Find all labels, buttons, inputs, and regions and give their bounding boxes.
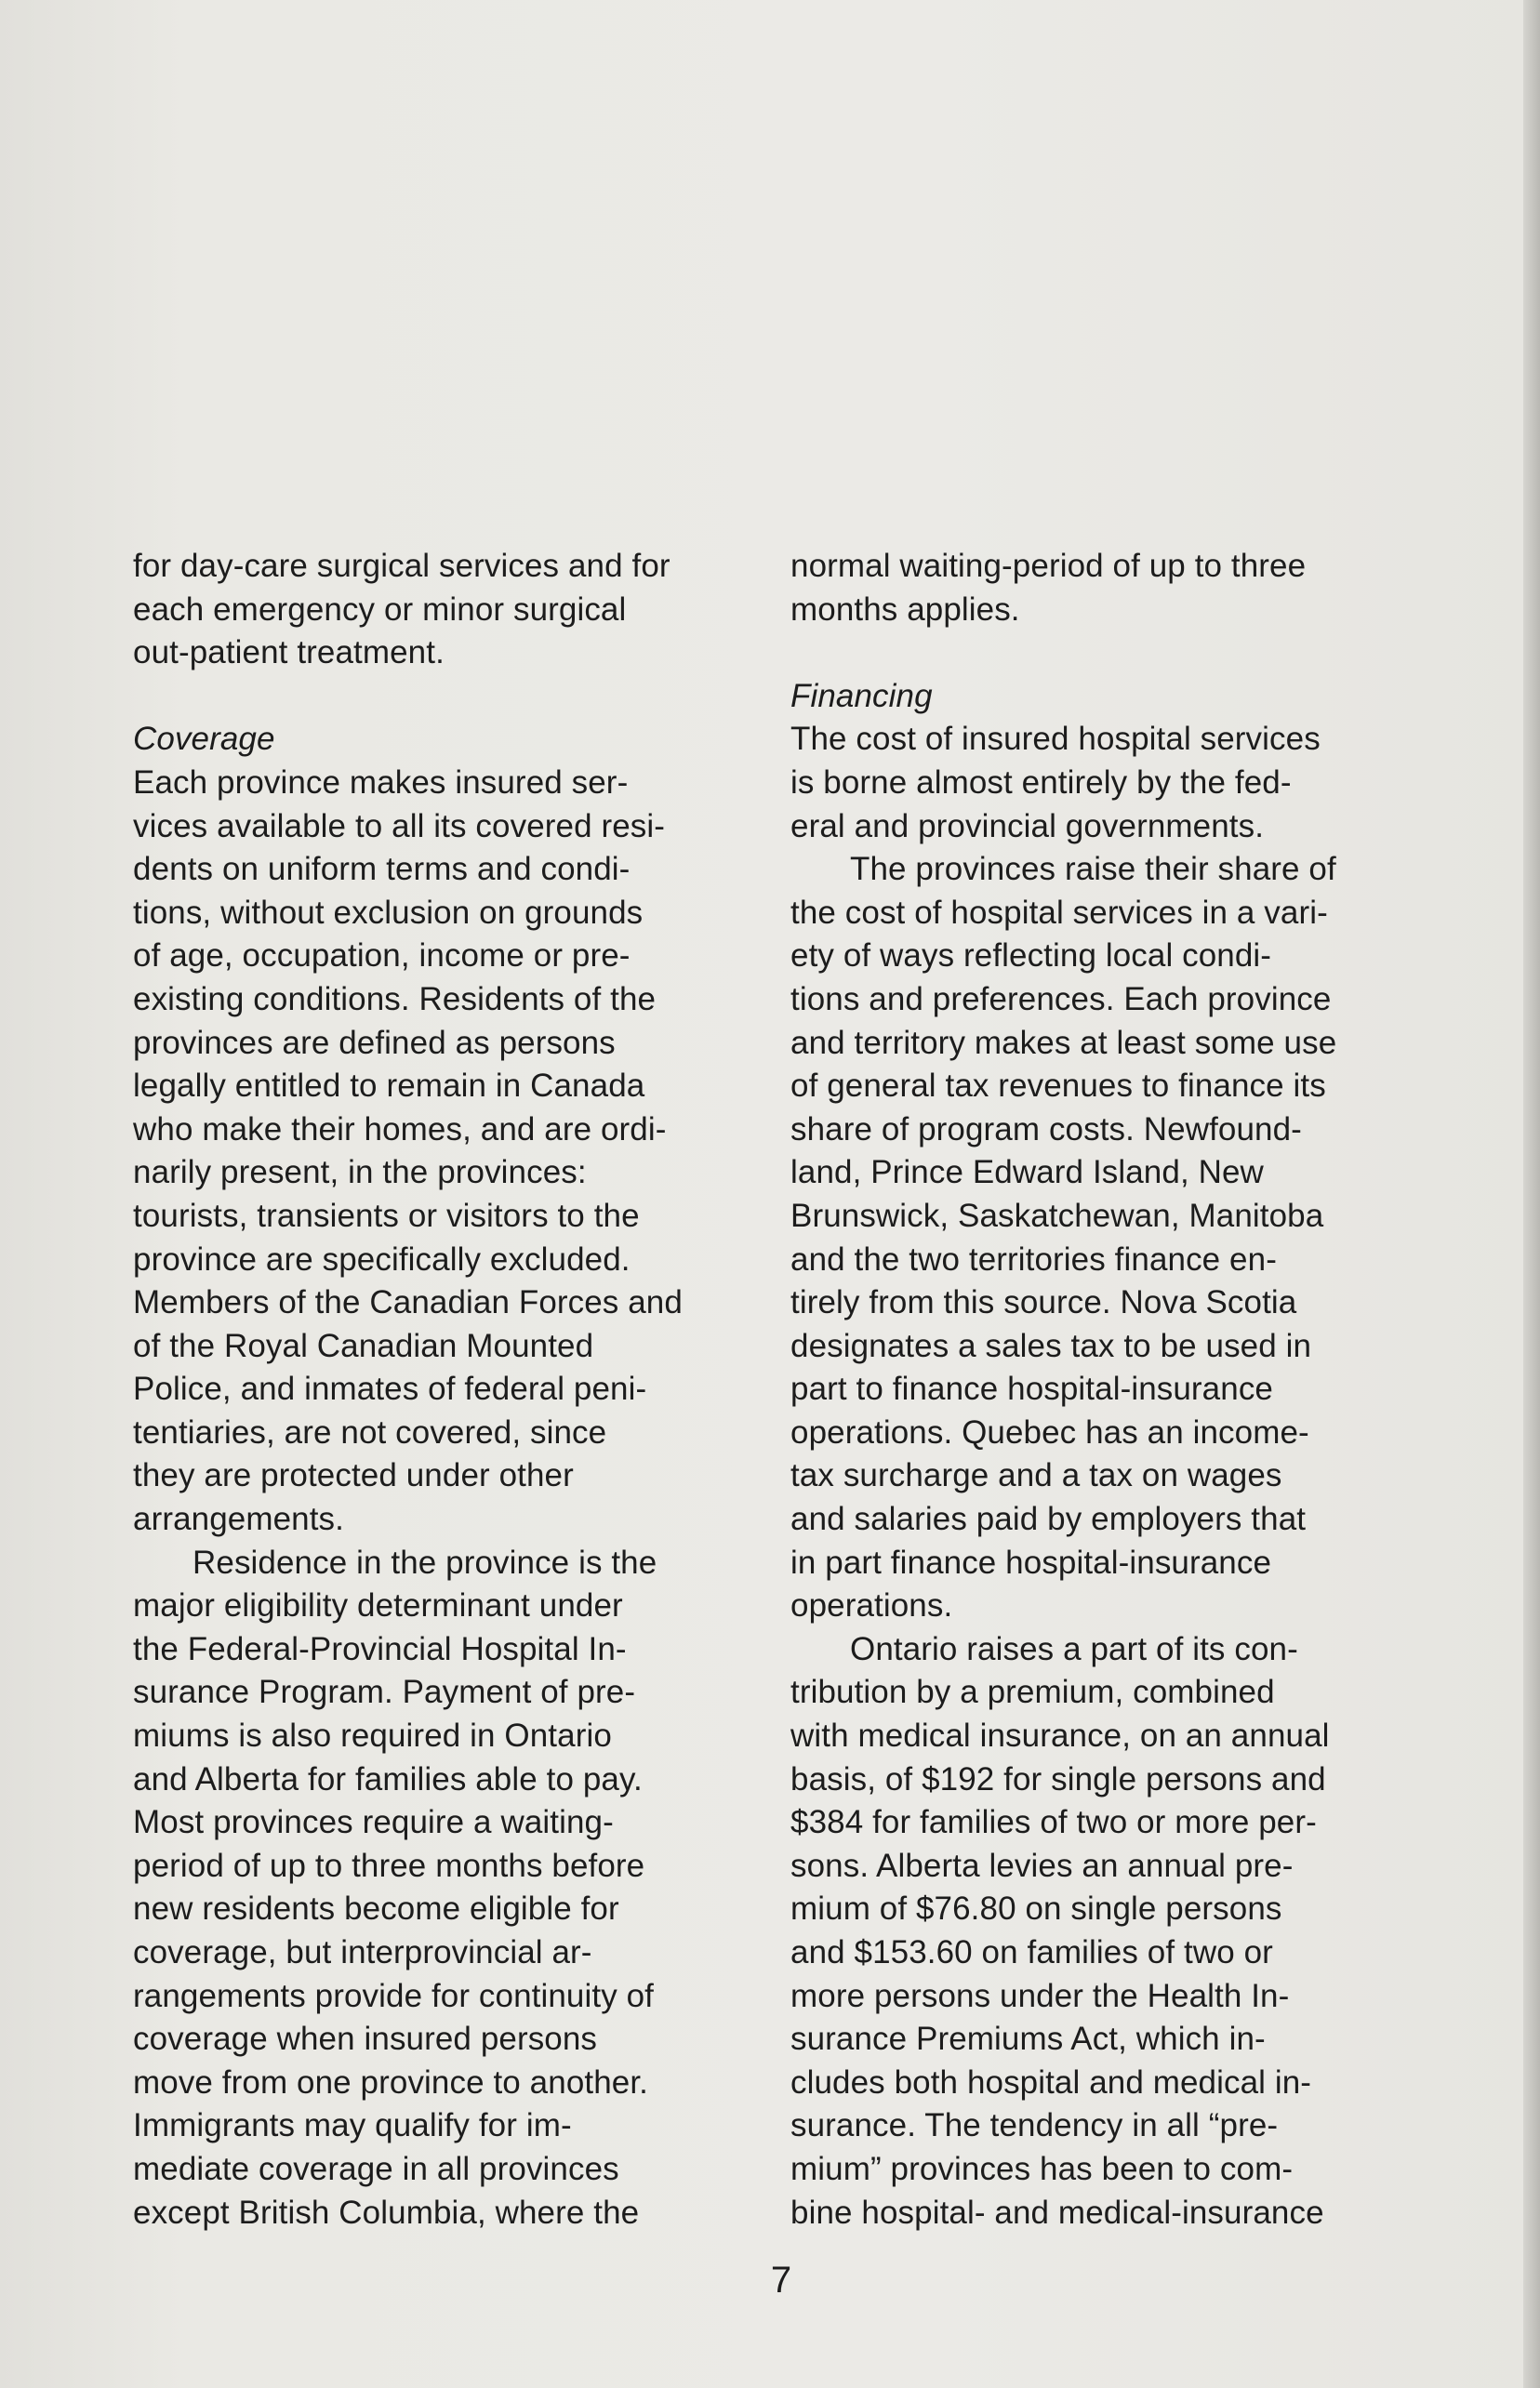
left-column (133, 545, 784, 2235)
text-line: is borne almost entirely by the fed- (790, 763, 1292, 801)
text-line: tax surcharge and a tax on wages (790, 1457, 1282, 1494)
text-line: and the two territories finance en- (790, 1240, 1277, 1278)
text-line: with medical insurance, on an annual (790, 1718, 1330, 1755)
text-line: Most provinces require a waiting- (133, 1804, 614, 1841)
text-line: bine hospital- and medical-insurance (790, 2194, 1324, 2231)
text-line: sons. Alberta levies an annual pre- (790, 1847, 1294, 1884)
text-line: surance Premiums Act, which in- (790, 2021, 1266, 2058)
paragraph-gap (790, 631, 1414, 675)
text-line: tions, without exclusion on grounds (133, 894, 644, 931)
text-line: designates a sales tax to be used in (790, 1327, 1312, 1364)
text-line: existing conditions. Residents of the (133, 980, 657, 1017)
text-line: in part finance hospital-insurance (790, 1544, 1272, 1581)
text-line: land, Prince Edward Island, New (790, 1154, 1264, 1191)
text-line: Police, and inmates of federal peni- (133, 1371, 647, 1408)
text-line: out-patient treatment. (133, 634, 445, 671)
text-line: basis, of $192 for single persons and (790, 1760, 1326, 1798)
coverage-paragraph-2 (133, 1542, 784, 2235)
text-line: provinces are defined as persons (133, 1024, 616, 1061)
text-line: coverage when insured persons (133, 2021, 598, 2058)
text-line: and Alberta for families able to pay. (133, 1760, 643, 1798)
text-line: miums is also required in Ontario (133, 1718, 612, 1755)
text-line: coverage, but interprovincial ar- (133, 1934, 592, 1970)
section-heading-financing: Financing (790, 677, 933, 714)
text-line: tribution by a premium, combined (790, 1674, 1275, 1711)
text-line: ety of ways reflecting local condi- (790, 937, 1272, 975)
text-line: dents on uniform terms and condi- (133, 851, 631, 888)
text-line: surance Program. Payment of pre- (133, 1674, 636, 1711)
text-line: tions and preferences. Each province (790, 980, 1332, 1017)
text-line: tentiaries, are not covered, since (133, 1413, 607, 1451)
text-line: rangements provide for continuity of (133, 1977, 655, 2014)
text-line: $384 for families of two or more per- (790, 1804, 1317, 1841)
text-line: arrangements. (133, 1501, 344, 1538)
text-line: Immigrants may qualify for im- (133, 2107, 572, 2144)
text-line: major eligibility determinant under (133, 1587, 623, 1625)
text-line: Each province makes insured ser- (133, 763, 629, 801)
text-line: mium of $76.80 on single persons (790, 1890, 1282, 1928)
text-line: the cost of hospital services in a vari- (790, 894, 1328, 931)
coverage-paragraph-1 (133, 762, 784, 1542)
text-line: surance. The tendency in all “pre- (790, 2107, 1279, 2144)
text-line: Members of the Canadian Forces and (133, 1284, 683, 1321)
text-line: except British Columbia, where the (133, 2194, 640, 2231)
text-line: part to finance hospital-insurance (790, 1371, 1273, 1408)
text-line: of general tax revenues to finance its (790, 1068, 1326, 1105)
text-line: of age, occupation, income or pre- (133, 937, 631, 975)
text-line: they are protected under other (133, 1457, 574, 1494)
page-edge (1523, 0, 1540, 2388)
text-line: share of program costs. Newfound- (790, 1110, 1302, 1148)
text-line: operations. Quebec has an income- (790, 1413, 1309, 1451)
text-line: the Federal-Provincial Hospital In- (133, 1630, 627, 1667)
text-line: of the Royal Canadian Mounted (133, 1327, 594, 1364)
text-line: for day-care surgical services and for (133, 548, 670, 584)
text-line: Brunswick, Saskatchewan, Manitoba (790, 1197, 1324, 1234)
text-line: Ontario raises a part of its con- (850, 1630, 1298, 1667)
text-line: tirely from this source. Nova Scotia (790, 1284, 1297, 1321)
text-line: new residents become eligible for (133, 1890, 619, 1928)
text-line: months applies. (790, 590, 1020, 628)
text-line: and territory makes at least some use (790, 1024, 1337, 1061)
text-line: The cost of insured hospital services (790, 721, 1321, 758)
financing-paragraph-1 (790, 718, 1414, 848)
text-line: who make their homes, and are ordi- (133, 1110, 667, 1148)
right-column (790, 545, 1414, 2235)
text-line: legally entitled to remain in Canada (133, 1068, 645, 1105)
text-line: narily present, in the provinces: (133, 1154, 587, 1191)
text-line: more persons under the Health In- (790, 1977, 1290, 2014)
text-line: operations. (790, 1587, 953, 1625)
financing-paragraph-2 (790, 848, 1414, 1628)
text-line: each emergency or minor surgical (133, 590, 627, 628)
page-number: 7 (770, 2260, 792, 2301)
text-line: Residence in the province is the (192, 1544, 657, 1581)
text-line: move from one province to another. (133, 2063, 648, 2101)
section-heading-coverage: Coverage (133, 721, 275, 758)
text-line: and $153.60 on families of two or (790, 1934, 1273, 1970)
text-line: The provinces raise their share of (850, 851, 1336, 888)
text-line: mediate coverage in all provinces (133, 2150, 619, 2187)
text-line: and salaries paid by employers that (790, 1501, 1307, 1538)
text-line: mium” provinces has been to com- (790, 2150, 1294, 2187)
paragraph-gap (133, 675, 784, 719)
financing-paragraph-3 (790, 1628, 1414, 2235)
text-line: cludes both hospital and medical in- (790, 2063, 1312, 2101)
text-line: period of up to three months before (133, 1847, 645, 1884)
text-line: vices available to all its covered resi- (133, 807, 666, 844)
text-line: eral and provincial governments. (790, 807, 1265, 844)
text-line: province are specifically excluded. (133, 1240, 631, 1278)
text-line: normal waiting-period of up to three (790, 548, 1307, 584)
text-line: tourists, transients or visitors to the (133, 1197, 640, 1234)
